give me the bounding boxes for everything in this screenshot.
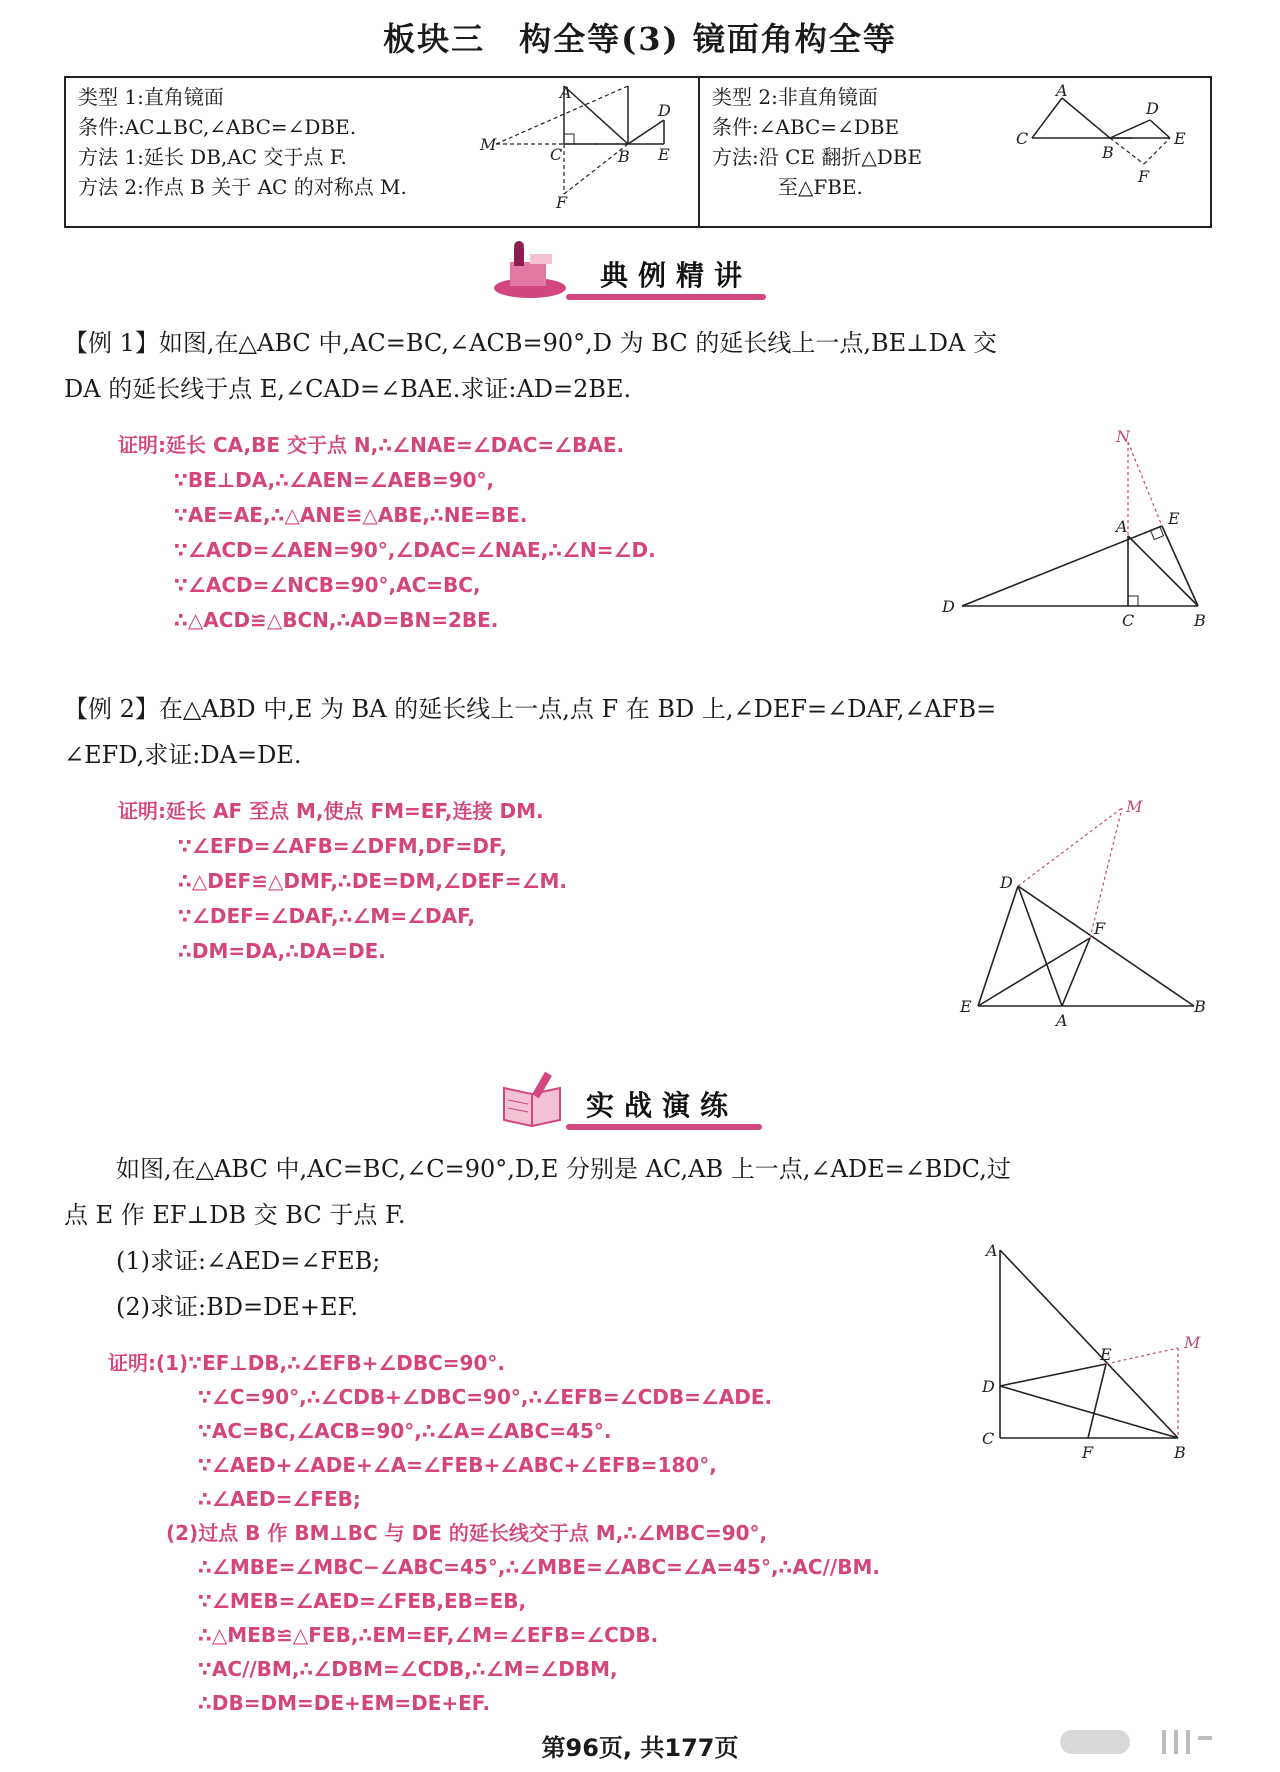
label-f: F: [1094, 919, 1106, 938]
example1-proof-line: 证明:延长 CA,BE 交于点 N,∴∠NAE=∠DAC=∠BAE.: [118, 433, 625, 457]
label-f: F: [556, 193, 568, 212]
type2-heading: 类型 2:非直角镜面: [712, 85, 878, 109]
grip-icon: [1174, 1730, 1178, 1754]
practice-proof-line: ∵∠C=90°,∴∠CDB+∠DBC=90°,∴∠EFB=∠CDB=∠ADE.: [198, 1385, 773, 1409]
label-e: E: [1100, 1345, 1112, 1364]
practice-proof-line: 证明:(1)∵EF⊥DB,∴∠EFB+∠DBC=90°.: [108, 1351, 505, 1375]
type2-figure: [1010, 84, 1210, 204]
section-header-examples: [490, 240, 790, 304]
practice-figure: [970, 1240, 1220, 1466]
practice-proof-line: ∵∠MEB=∠AED=∠FEB,EB=EB,: [198, 1589, 527, 1613]
practice-proof-line: ∴DB=DM=DE+EM=DE+EF.: [198, 1691, 491, 1715]
type1-method1: 方法 1:延长 DB,AC 交于点 F.: [78, 145, 347, 169]
box-divider: [698, 78, 700, 226]
example1-figure: [940, 428, 1220, 638]
label-b: B: [1194, 611, 1206, 630]
method-summary-box: [64, 76, 1212, 228]
example1-proof-line: ∵∠ACD=∠AEN=90°,∠DAC=∠NAE,∴∠N=∠D.: [174, 538, 656, 562]
example2-proof-line: ∴△DEF≌△DMF,∴DE=DM,∠DEF=∠M.: [178, 869, 567, 893]
type1-figure: [478, 84, 694, 214]
practice-question1: (1)求证:∠AED=∠FEB;: [116, 1247, 381, 1275]
label-c: C: [550, 145, 563, 164]
label-d: D: [1146, 99, 1159, 118]
practice-proof-line: ∵∠AED+∠ADE+∠A=∠FEB+∠ABC+∠EFB=180°,: [198, 1453, 717, 1477]
practice-question2: (2)求证:BD=DE+EF.: [116, 1293, 359, 1321]
practice-proof-line: ∴∠AED=∠FEB;: [198, 1487, 361, 1511]
label-b: B: [618, 147, 630, 166]
label-e: E: [1168, 509, 1180, 528]
grip-icon: [1162, 1730, 1166, 1754]
example1-line2: DA 的延长线于点 E,∠CAD=∠BAE.求证:AD=2BE.: [64, 375, 632, 403]
label-a: A: [1116, 517, 1128, 536]
example1-proof-line: ∵BE⊥DA,∴∠AEN=∠AEB=90°,: [174, 468, 495, 492]
label-c: C: [1016, 129, 1029, 148]
label-b: B: [1102, 143, 1114, 162]
section-title: 实战演练: [586, 1089, 739, 1122]
example2-proof-line: 证明:延长 AF 至点 M,使点 FM=EF,连接 DM.: [118, 799, 544, 823]
label-f: F: [1082, 1443, 1094, 1462]
example2-proof-line: ∵∠EFD=∠AFB=∠DFM,DF=DF,: [178, 834, 507, 858]
book-icon: [498, 1068, 568, 1134]
label-b: B: [1174, 1443, 1186, 1462]
example1-proof-line: ∵AE=AE,∴△ANE≌△ABE,∴NE=BE.: [174, 503, 528, 527]
grip-icon: [1186, 1730, 1190, 1754]
example2-proof-line: ∴DM=DA,∴DA=DE.: [178, 939, 386, 963]
example2-line2: ∠EFD,求证:DA=DE.: [64, 741, 302, 769]
grip-icon: [1198, 1736, 1212, 1740]
label-b: B: [1194, 997, 1206, 1016]
example2-proof-line: ∵∠DEF=∠DAF,∴∠M=∠DAF,: [178, 904, 476, 928]
label-a: A: [560, 84, 572, 102]
label-n: N: [1116, 428, 1130, 446]
label-c: C: [982, 1429, 995, 1448]
example1-proof-line: ∴△ACD≌△BCN,∴AD=BN=2BE.: [174, 608, 499, 632]
type2-condition: 条件:∠ABC=∠DBE: [712, 115, 900, 139]
label-a: A: [1056, 1011, 1068, 1030]
label-f: F: [1138, 167, 1150, 186]
practice-proof-line: ∴△MEB≌△FEB,∴EM=EF,∠M=∠EFB=∠CDB.: [198, 1623, 659, 1647]
section-header-practice: [498, 1068, 788, 1134]
label-a: A: [986, 1241, 998, 1260]
label-m: M: [480, 135, 497, 154]
practice-proof-line: ∵AC=BC,∠ACB=90°,∴∠A=∠ABC=45°.: [198, 1419, 612, 1443]
page-indicator: 第96页, 共177页: [541, 1734, 739, 1762]
type1-heading: 类型 1:直角镜面: [78, 85, 224, 109]
label-m: M: [1126, 797, 1143, 816]
example1-proof-line: ∵∠ACD=∠NCB=90°,AC=BC,: [174, 573, 481, 597]
label-m: M: [1184, 1333, 1201, 1352]
label-d: D: [658, 101, 671, 120]
type2-method: 方法:沿 CE 翻折△DBE: [712, 145, 923, 169]
teacher-icon: [490, 240, 570, 304]
practice-line2: 点 E 作 EF⊥DB 交 BC 于点 F.: [64, 1201, 406, 1229]
type1-method2: 方法 2:作点 B 关于 AC 的对称点 M.: [78, 175, 407, 199]
practice-line1: 如图,在△ABC 中,AC=BC,∠C=90°,D,E 分别是 AC,AB 上一点,∠ADE=∠BDC,过: [116, 1155, 1011, 1183]
section-title: 典例精讲: [600, 259, 753, 292]
label-e: E: [658, 145, 670, 164]
label-e: E: [960, 997, 972, 1016]
example1-line1: 【例 1】如图,在△ABC 中,AC=BC,∠ACB=90°,D 为 BC 的延长线上一点,BE⊥DA 交: [64, 329, 997, 357]
type1-condition: 条件:AC⊥BC,∠ABC=∠DBE.: [78, 115, 357, 139]
example2-line1: 【例 2】在△ABD 中,E 为 BA 的延长线上一点,点 F 在 BD 上,∠DEF=∠DAF,∠AFB=: [64, 695, 997, 723]
label-d: D: [1000, 873, 1013, 892]
example2-figure: [950, 794, 1220, 1030]
toggle-icon[interactable]: [1060, 1730, 1130, 1754]
label-d: D: [982, 1377, 995, 1396]
practice-proof-line: (2)过点 B 作 BM⊥BC 与 DE 的延长线交于点 M,∴∠MBC=90°,: [166, 1521, 768, 1545]
label-e: E: [1174, 129, 1186, 148]
practice-proof-line: ∵AC//BM,∴∠DBM=∠CDB,∴∠M=∠DBM,: [198, 1657, 618, 1681]
label-d: D: [942, 597, 955, 616]
label-a: A: [1056, 84, 1068, 100]
page-title: 板块三 构全等(3) 镜面角构全等: [383, 20, 897, 58]
label-c: C: [1122, 611, 1135, 630]
practice-proof-line: ∴∠MBE=∠MBC−∠ABC=45°,∴∠MBE=∠ABC=∠A=45°,∴AC//BM.: [198, 1555, 880, 1579]
type2-method-cont: 至△FBE.: [778, 175, 863, 199]
viewer-toolbar: [1060, 1722, 1260, 1762]
